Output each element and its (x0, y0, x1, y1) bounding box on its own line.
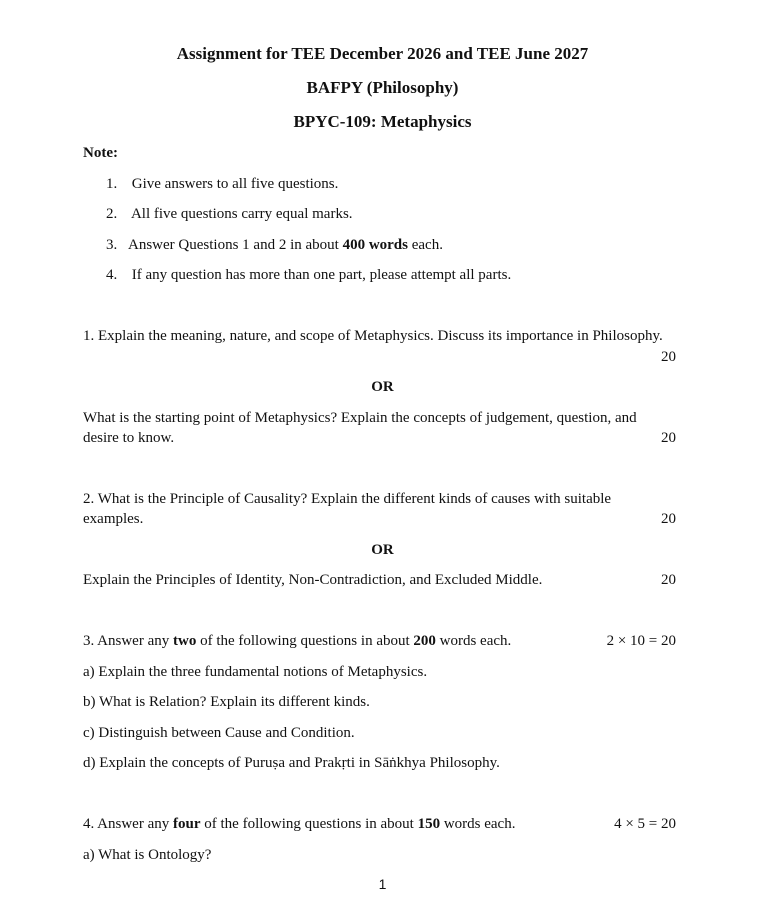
question-1-alt-line-1: What is the starting point of Metaphysics? Explain the concepts of judgement, question, and (83, 410, 637, 426)
question-1-or: OR (371, 379, 394, 395)
question-3-bold-words: 200 (413, 633, 436, 649)
question-2-line-1: 2. What is the Principle of Causality? Explain the different kinds of causes with suitable (83, 491, 612, 507)
course-title: BPYC-109: Metaphysics (293, 112, 472, 131)
question-2-alt-marks: 20 (661, 572, 676, 588)
question-4-bold-count: four (173, 816, 201, 832)
note-item-number: 2. (106, 206, 118, 222)
question-4-part-a: a) What is Ontology? (83, 847, 212, 863)
note-item-text-pre: Answer Questions 1 and 2 in about (128, 237, 343, 253)
question-2-or: OR (371, 542, 394, 558)
question-4-marks: 4 × 5 = 20 (614, 816, 676, 832)
question-1-text: 1. Explain the meaning, nature, and scope of Metaphysics. Discuss its importance in Philosophy. (83, 328, 663, 344)
question-3-pre: 3. Answer any (83, 633, 173, 649)
question-3-marks: 2 × 10 = 20 (606, 633, 676, 649)
note-item-number: 3. (106, 237, 118, 253)
note-item-number: 1. (106, 176, 118, 192)
note-item-text: All five questions carry equal marks. (130, 206, 353, 222)
note-item (106, 176, 338, 193)
assignment-title: Assignment for TEE December 2026 and TEE June 2027 (176, 44, 589, 63)
note-item (106, 237, 443, 254)
question-3-post: words each. (435, 633, 512, 649)
question-4-bold-words: 150 (417, 816, 441, 832)
question-3-part-b: b) What is Relation? Explain its different kinds. (83, 694, 370, 710)
question-3-part-d: d) Explain the concepts of Puruṣa and Prakṛti in Sāṅkhya Philosophy. (83, 755, 500, 771)
note-item (106, 206, 353, 223)
question-3-part-a: a) Explain the three fundamental notions of Metaphysics. (83, 664, 428, 680)
question-2-line-2: examples. (83, 511, 144, 527)
note-item-text: Give answers to all five questions. (131, 176, 339, 192)
question-1-alt-marks: 20 (661, 430, 676, 446)
note-label: Note: (83, 145, 118, 161)
note-item (106, 267, 511, 284)
question-3-bold-count: two (173, 633, 197, 649)
question-4-mid: of the following questions in about (200, 816, 418, 832)
question-3-mid: of the following questions in about (196, 633, 414, 649)
page-number: 1 (378, 876, 387, 892)
question-2-alt-text: Explain the Principles of Identity, Non-Contradiction, and Excluded Middle. (83, 572, 543, 588)
note-item-text: If any question has more than one part, please attempt all parts. (131, 267, 512, 283)
question-2-marks: 20 (661, 511, 676, 527)
note-item-number: 4. (106, 267, 118, 283)
question-1-marks: 20 (661, 349, 676, 365)
question-4-pre: 4. Answer any (83, 816, 173, 832)
question-3-text (83, 633, 511, 650)
question-4-post: words each. (440, 816, 516, 832)
question-1-alt-line-2: desire to know. (83, 430, 175, 446)
programme-title: BAFPY (Philosophy) (306, 78, 459, 97)
note-item-text-post: each. (407, 237, 443, 253)
question-3-part-c: c) Distinguish between Cause and Condition. (83, 725, 355, 741)
note-item-text-bold: 400 words (342, 237, 408, 253)
question-4-text (83, 816, 515, 833)
